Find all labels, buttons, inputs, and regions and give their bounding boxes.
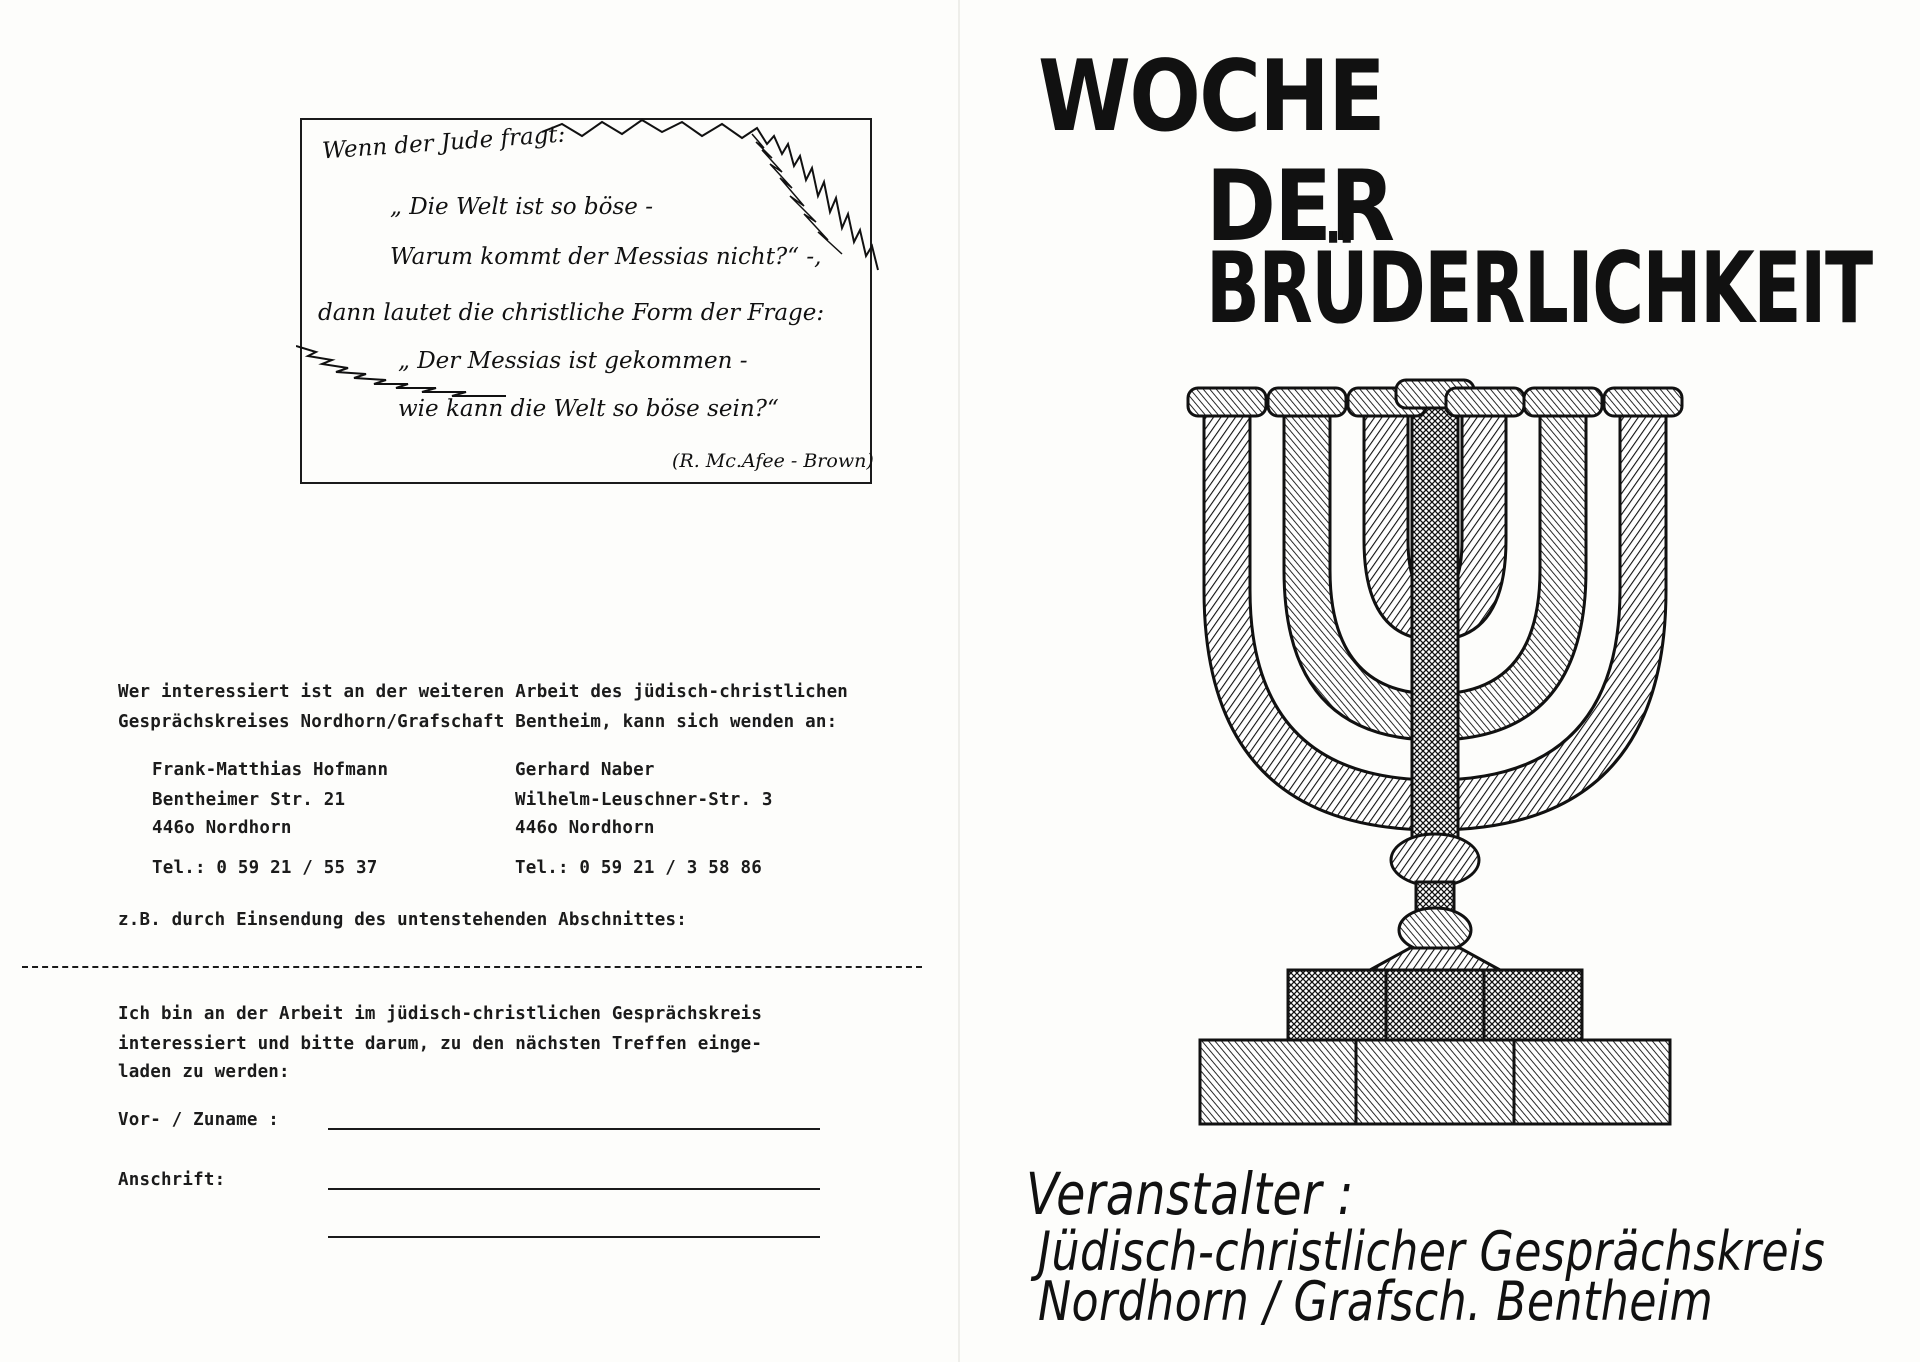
organizer-line-2: Nordhorn / Grafsch. Bentheim: [1038, 1270, 1714, 1333]
contact-note: z.B. durch Einsendung des untenstehenden Abschnittes:: [118, 910, 688, 930]
address-field-line-1[interactable]: [328, 1188, 820, 1190]
form-text-line-2: interessiert und bitte darum, zu den nächsten Treffen einge-: [118, 1034, 763, 1054]
person2-street: Wilhelm-Leuschner-Str. 3: [515, 790, 773, 810]
person1-street: Bentheimer Str. 21: [152, 790, 346, 810]
quote-line-2: „ Die Welt ist so böse -: [390, 194, 653, 220]
quote-line-4: dann lautet die christliche Form der Frage:: [318, 300, 825, 326]
quote-line-5: „ Der Messias ist gekommen -: [398, 348, 748, 374]
contact-intro-line-2: Gesprächskreises Nordhorn/Grafschaft Bentheim, kann sich wenden an:: [118, 712, 838, 732]
person1-city: 446o Nordhorn: [152, 818, 292, 838]
person2-city: 446o Nordhorn: [515, 818, 655, 838]
cut-line: [22, 966, 922, 968]
front-page: [960, 0, 1920, 1362]
menorah-icon: [1180, 370, 1690, 1150]
title-line-3: BRÜDERLICHKEIT: [1206, 232, 1872, 346]
quote-line-1: Wenn der Jude fragt:: [321, 121, 567, 165]
form-text-line-1: Ich bin an der Arbeit im jüdisch-christlichen Gesprächskreis: [118, 1004, 763, 1024]
form-text-line-3: laden zu werden:: [118, 1062, 290, 1082]
quote-box: [300, 118, 872, 484]
address-label: Anschrift:: [118, 1170, 226, 1190]
person2-name: Gerhard Naber: [515, 760, 655, 780]
person2-tel: Tel.: 0 59 21 / 3 58 86: [515, 858, 762, 878]
title-line-1: WOCHE: [1038, 40, 1384, 154]
address-field-line-2[interactable]: [328, 1236, 820, 1238]
quote-line-6: wie kann die Welt so böse sein?“: [398, 396, 779, 422]
organizer-label: Veranstalter :: [1026, 1160, 1354, 1228]
name-label: Vor- / Zuname :: [118, 1110, 280, 1130]
title-line-2: DER: [1206, 150, 1394, 264]
quote-line-3: Warum kommt der Messias nicht?“ -,: [390, 244, 822, 270]
organizer-line-1: Jüdisch-christlicher Gesprächskreis: [1038, 1220, 1826, 1283]
contact-intro-line-1: Wer interessiert ist an der weiteren Arbeit des jüdisch-christlichen: [118, 682, 849, 702]
quote-author: (R. Mc.Afee - Brown): [672, 450, 874, 472]
person1-name: Frank-Matthias Hofmann: [152, 760, 389, 780]
name-field-line[interactable]: [328, 1128, 820, 1130]
person1-tel: Tel.: 0 59 21 / 55 37: [152, 858, 378, 878]
